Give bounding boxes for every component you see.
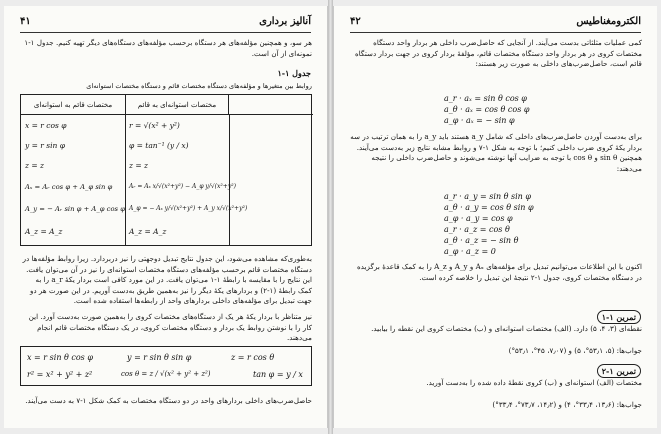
exercise-2-label: تمرین ۱-۲	[597, 364, 641, 378]
left-footer-text: حاصل‌ضرب‌های داخلی بردارهای واحد در دو دستگاه مختصات به کمک شکل ۱-۷ به دست می‌آیند.	[25, 396, 312, 405]
table-cell: z = z	[25, 161, 44, 170]
table-cell: A_φ = − Aₓ y/√(x²+y²) + A_y x/√(x²+y²)	[129, 205, 248, 212]
exercise-1-label: تمرین ۱-۱	[597, 310, 641, 324]
exercise-1-answer: جواب‌ها: (۵، ۵۳٫۱°، ۵) و (۷٫۰۷، ۴۵°، ۵۳٫۱°)	[508, 346, 642, 355]
table-cell: A_z = A_z	[129, 227, 167, 236]
eq-z: z = r cos θ	[231, 353, 275, 362]
right-para-2: برای به‌دست آوردن حاصل‌ضرب‌های داخلی که شامل a_y هستند باید a_y را به همان ترتیب در سه بردار یکهٔ کروی ضرب داخلی کنیم؛ با توجه به شکل ۱-۷ و روابط مشابه نتایج زیر به‌دست می‌آیند. همچنین sin θ و cos θ با توجه به ضرایب آنها نوشته می‌شوند و حاصل‌ضرب داخلی را نتیجه می‌دهند:	[350, 132, 642, 173]
table-cell: x = r cos φ	[25, 121, 67, 130]
conversion-table	[20, 94, 312, 246]
table-divider	[229, 115, 230, 245]
right-page-number: ۴۲	[350, 16, 361, 27]
right-page-header	[350, 16, 641, 30]
spherical-equations-box	[20, 346, 312, 386]
table-cell: φ = tan⁻¹ (y / x)	[129, 141, 189, 150]
left-page-header	[20, 16, 311, 30]
right-header-rule	[350, 32, 641, 33]
table-divider	[125, 115, 126, 245]
table-cell: A_y = − Aᵣ sin φ + A_φ cos φ	[25, 205, 125, 213]
table-cell: Aₓ = Aᵣ cos φ + A_φ sin φ	[25, 183, 113, 191]
dot-product-eq: a_θ · a_z = − sin θ	[444, 236, 519, 245]
table-cell: A_z = A_z	[25, 227, 63, 236]
left-header-rule	[20, 32, 311, 33]
dot-product-eq: a_r · a_z = cos θ	[444, 225, 510, 234]
eq-phi: tan φ = y / x	[253, 370, 303, 379]
table-header-cyl-to-rect: مختصات استوانه‌ای به قائم	[125, 95, 229, 115]
table-cell: z = z	[129, 161, 148, 170]
left-intro: هر سو، و همچنین مؤلفه‌های هر دستگاه برحسب مؤلفه‌های دستگاه‌های دیگر تهیه کنیم. جدول ۱-۱ نمونه‌ای از آن است.	[24, 38, 312, 58]
left-page	[4, 6, 328, 428]
exercise-1-text: نقطه‌ای (۳، ۴، ۵) دارد. (الف) مختصات استوانه‌ای و (ب) مختصات کروی این نقطه را بیابید.	[371, 324, 642, 333]
dot-product-eq: a_θ · a_y = cos θ sin φ	[444, 203, 534, 212]
dot-product-eq: a_φ · a_z = 0	[444, 247, 496, 256]
dot-product-eq: a_φ · a_y = cos φ	[444, 214, 513, 223]
left-running-head: آنالیز برداری	[259, 16, 311, 27]
left-body: به‌طوری‌که مشاهده می‌شود، این جدول نتایج تبدیل دوجهتی را نیز دربردارد. زیرا روابط مؤلفه‌ها در دستگاه مختصات قائم برحسب مؤلفه‌های دستگاه مختصات استوانه‌ای را نیز در آن می‌توان یافت. این نتایج را با مقایسه با رابطهٔ ۱-۱ می‌توان یافت. در این مورد کافی است بردار یکهٔ a_r را به کمک رابطهٔ (۱-۲) و بردارهای یکهٔ دیگر را نیز به‌همین طریق به‌دست آوریم. در این صورت هر دو جهت تبدیل برای مؤلفه‌های داخلی بردارهای واحد از رابطه‌ها استفاده شده است.	[22, 254, 312, 305]
table-header-extra	[229, 95, 313, 115]
table-subtitle: روابط بین متغیرها و مؤلفه‌های دستگاه مختصات قائم و دستگاه مختصات استوانه‌ای	[86, 82, 312, 90]
table-cell: y = r sin φ	[25, 141, 65, 150]
right-running-head: الکترومغناطیس	[576, 16, 641, 27]
table-header-rect-to-cyl: مختصات قائم به استوانه‌ای	[21, 95, 125, 115]
exercise-2-answer: جواب‌ها: (۱۳٫۶، ۳۳٫۴°، ۴) و (۱۴٫۲، ۷۳٫۷°، ۳۳٫۴°)	[492, 400, 642, 409]
eq-theta: cos θ = z / √(x² + y² + z²)	[121, 370, 211, 378]
table-title: جدول ۱-۱	[277, 68, 311, 78]
dot-product-eq: a_r · a_y = sin θ sin φ	[444, 192, 531, 201]
left-page-number: ۴۱	[20, 16, 31, 27]
exercise-2-text: مختصات (الف) استوانه‌ای و (ب) کروی نقطهٔ داده شده را به‌دست آورید.	[426, 378, 642, 387]
right-para-1: کمی عملیات مثلثاتی بدست می‌آیند. از آنجایی که حاصل‌ضرب داخلی هر بردار واحد دستگاه مختصات کروی در هر بردار واحد دستگاه مختصات قائم، مؤلفهٔ بردار کروی در جهت بردار دستگاه قائم است، حاصل‌ضرب‌های داخلی به صورت زیر هستند:	[354, 38, 642, 68]
table-cell: r = √(x² + y²)	[129, 121, 180, 130]
dot-product-eq: a_φ · aₓ = − sin φ	[444, 116, 515, 125]
dot-product-eq: a_θ · aₓ = cos θ cos φ	[444, 105, 530, 114]
right-page	[333, 6, 657, 428]
table-cell: Aᵣ = Aₓ x/√(x²+y²) − A_φ y/√(x²+y²)	[129, 183, 236, 190]
eq-y: y = r sin θ sin φ	[127, 353, 192, 362]
eq-x: x = r sin θ cos φ	[27, 353, 93, 362]
right-para-3: اکنون با این اطلاعات می‌توانیم تبدیل برای مؤلفه‌های Aₓ و A_y و A_z را به کمک قاعدهٔ برگزیده در دستگاه مختصات کروی، جدول ۱-۲ نتیجهٔ این تبدیل را خلاصه کرده است.	[357, 262, 642, 282]
dot-product-eq: a_r · aₓ = sin θ cos φ	[444, 94, 527, 103]
eq-r: r² = x² + y² + z²	[27, 370, 93, 379]
left-body-2: نیز متناظر با بردار یکهٔ هر یک از دستگاه‌های مختصات کروی را به‌همین صورت به‌دست آورد. این کار را با نوشتن روابط یک بردار و دستگاه مختصات کروی، در یک دستگاه مختصات قائم انجام می‌دهند.	[28, 312, 312, 342]
